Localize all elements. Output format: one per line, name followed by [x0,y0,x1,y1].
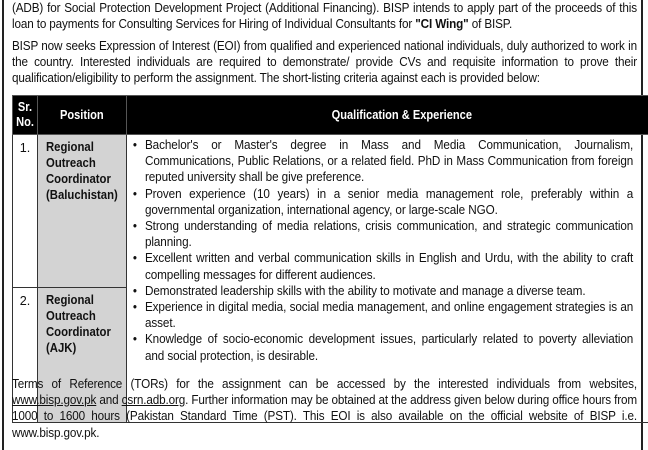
position-line: Regional [46,293,94,307]
csrn-website-link[interactable]: csrn.adb.org [122,393,185,407]
qualification-item: • Excellent written and verbal communication skills in English and Urdu, with the ability to craft compelling messages for different audiences. [131,250,633,282]
qualification-item: • Proven experience (10 years) in a senior media management role, preferably within a governmental organization, international agency, or large-scale NGO. [131,186,633,218]
row-position [38,135,127,288]
intro-paragraph [12,0,637,32]
intro-text: (ADB) for Social Protection Development Project (Additional Financing). BISP intends to apply part of the proceeds of this loan to payments for Consulting Services for Hiring of Individual Consultants for [12,1,637,31]
tor-paragraph [12,376,637,441]
criteria-table [12,95,648,423]
tor-text: Terms of Reference (TORs) for the assignment can be accessed by the interested individuals from websites, [12,377,637,391]
ci-wing-label: "CI Wing" [415,17,468,31]
qualification-item: • Experience in digital media, social media management, and online engagement strategies is an asset. [131,299,633,331]
row-sr-no: 2. [13,288,38,423]
position-line: Outreach [46,156,96,170]
qualification-item: • Demonstrated leadership skills with the ability to motivate and manage a diverse team. [131,283,633,299]
header-position: Position [38,96,127,135]
position-line: Coordinator [46,325,111,339]
intro-text-end: of BISP. [469,17,512,31]
position-line: Outreach [46,309,96,323]
position-line: Regional [46,140,94,154]
tor-text-and: and [96,393,121,407]
position-line: Coordinator [46,172,111,186]
qualification-item: • Knowledge of socio-economic development issues, particularly related to poverty alleviation and social protection, is desirable. [131,331,633,363]
qualification-list [131,137,633,364]
tor-text-end: . Further information may be obtained at the address given below during office hours from 1000 to 1600 hours (Pakistan Standard Time (PST). This EOI is also available on the official website of BISP i.e. www.bisp.gov.pk. [12,393,637,439]
row-sr-no: 1. [13,135,38,288]
position-line: (AJK) [46,341,76,355]
qualification-item: • Strong understanding of media relations, crisis communication, and strategic communication planning. [131,218,633,250]
eoi-paragraph: BISP now seeks Expression of Interest (EOI) from qualified and experienced national individuals, duly authorized to work in the country. Interested individuals are required to demonstrate/ provide CVs and requisite information to prove their qualification/eligibility to perform the assignment. The short-listing criteria against each is provided below: [12,38,637,87]
header-sr-no: Sr. No. [13,96,38,135]
position-line: (Baluchistan) [46,188,118,202]
header-qualification: Qualification & Experience [126,96,648,135]
table-row [13,135,648,288]
qualification-item: • Bachelor's or Master's degree in Mass and Media Communication, Journalism, Communications, Public Relations, or a related field. PhD in Mass Communication from foreign reputed university shall be give preference. [131,137,633,186]
table-header-row [13,96,648,135]
bisp-website-link[interactable]: www.bisp.gov.pk [12,393,96,407]
